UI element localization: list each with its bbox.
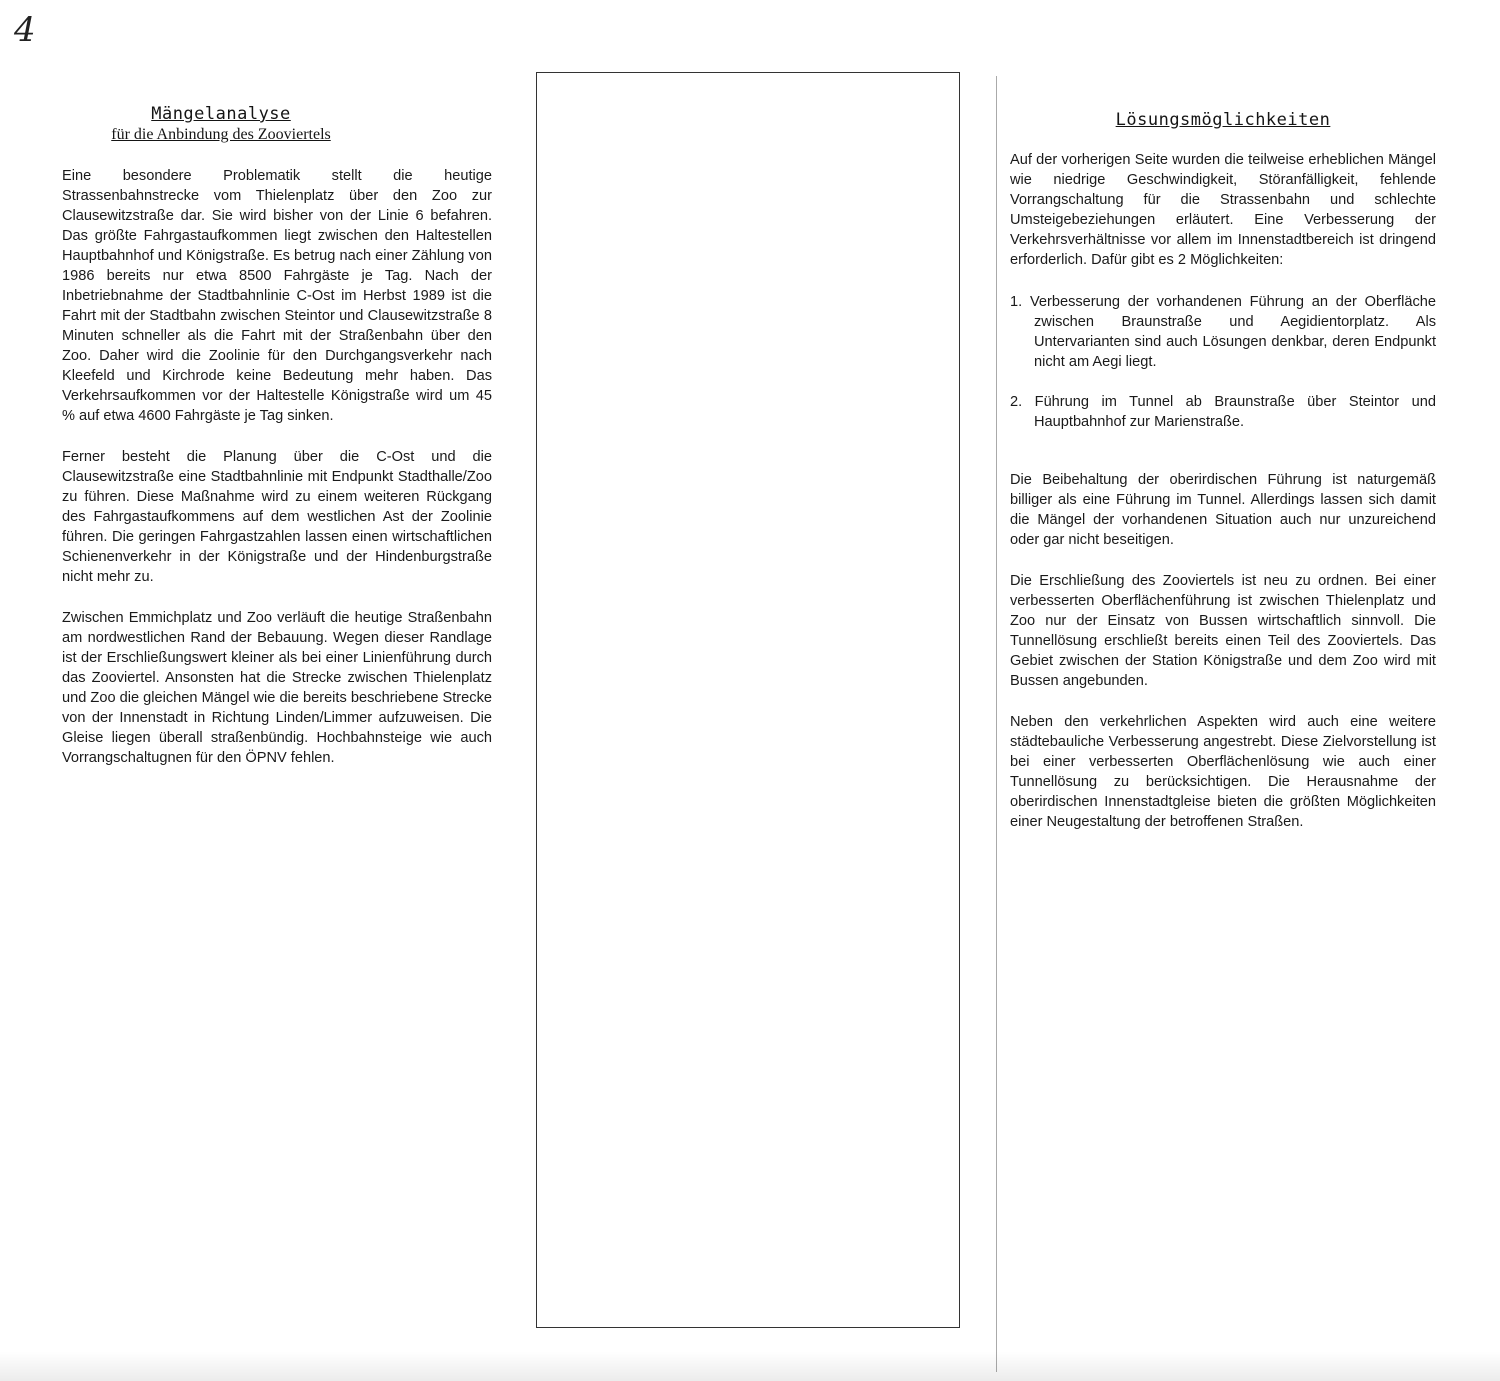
- scan-shadow: [0, 1351, 1500, 1381]
- right-heading-wrap: [1010, 110, 1436, 130]
- left-paragraph-1: Eine besondere Problematik stellt die heutige Strassenbahnstrecke vom Thielenplatz über den Zoo zur Clausewitzstraße dar. Sie wird bisher von der Linie 6 befahren. Das größte Fahrgastaufkommen liegt zwischen den Haltestellen Hauptbahnhof und Königstraße. Es betrug nach einer Zählung von 1986 bereits nur etwa 8500 Fahrgäste je Tag. Nach der Inbetriebnahme der Stadtbahnlinie C-Ost im Herbst 1989 ist die Fahrt mit der Stadtbahn zwischen Steintor und Clausewitzstraße 8 Minuten schneller als die Fahrt mit der Straßenbahn über den Zoo. Daher wird die Zoolinie für den Durchgangsverkehr nach Kleefeld und Kirchrode keine Bedeutung mehr haben. Das Verkehrsaufkommen vor der Haltestelle Königstraße wird um 45 % auf etwa 4600 Fahrgäste je Tag sinken.: [62, 168, 492, 424]
- solutions-column: [1010, 110, 1436, 832]
- options-list: [1010, 292, 1436, 432]
- option-item-1: 1. Verbesserung der vorhandenen Führung an der Oberfläche zwischen Braunstraße und Aegidientorplatz. Als Untervarianten sind auch Lösungen denkbar, deren Endpunkt nicht am Aegi liegt.: [1010, 294, 1436, 370]
- column-divider: [996, 76, 997, 1372]
- page-number: 4: [14, 10, 36, 50]
- deficiency-analysis-column: [62, 104, 492, 768]
- right-paragraph-1: Die Beibehaltung der oberirdischen Führung ist naturgemäß billiger als eine Führung im Tunnel. Allerdings lassen sich damit die Mängel der vorhandenen Situation auch nur unzureichend oder gar nicht beseitigen.: [1010, 472, 1436, 548]
- right-paragraph-2: Die Erschließung des Zooviertels ist neu zu ordnen. Bei einer verbesserten Oberflächenführung ist zwischen Thielenplatz und Zoo nur der Einsatz von Bussen wirtschaftlich sinnvoll. Die Tunnellösung erschließt bereits einen Teil des Zooviertels. Das Gebiet zwischen der Station Königstraße und dem Zoo wird mit Bussen angebunden.: [1010, 573, 1436, 689]
- right-heading: Lösungsmöglichkeiten: [1115, 110, 1331, 130]
- left-heading: Mängelanalyse: [151, 104, 291, 124]
- left-paragraph-3: Zwischen Emmichplatz und Zoo verläuft die heutige Straßenbahn am nordwestlichen Rand der Bebauung. Wegen dieser Randlage ist der Erschließungswert kleiner als bei einer Linienführung durch das Zooviertel. Ansonsten hat die Strecke zwischen Thielenplatz und Zoo die gleichen Mängel wie die bereits beschriebene Strecke von der Innenstadt in Richtung Linden/Limmer aufzuweisen. Die Gleise liegen überall straßenbündig. Hochbahnsteige wie auch Vorrangschaltugnen für den ÖPNV fehlen.: [62, 610, 492, 766]
- left-subheading: für die Anbindung des Zooviertels: [111, 126, 331, 143]
- left-paragraph-2: Ferner besteht die Planung über die C-Ost und die Clausewitzstraße eine Stadtbahnlinie mit Endpunkt Stadthalle/Zoo zu führen. Diese Maßnahme wird zu einem weiteren Rückgang des Fahrgastaufkommens auf dem westlichen Ast der Zoolinie führen. Die geringen Fahrgastzahlen lassen einen wirtschaftlichen Schienenverkehr in der Königstraße und der Hindenburgstraße nicht mehr zu.: [62, 449, 492, 585]
- right-paragraph-3: Neben den verkehrlichen Aspekten wird auch eine weitere städtebauliche Verbesserung angestrebt. Diese Zielvorstellung ist bei einer verbesserten Oberflächenlösung wie auch einer Tunnellösung zu berücksichtigen. Die Herausnahme der oberirdischen Innenstadtgleise bieten die größten Möglichkeiten einer Neugestaltung der betroffenen Straßen.: [1010, 714, 1436, 830]
- option-item-2: 2. Führung im Tunnel ab Braunstraße über Steintor und Hauptbahnhof zur Marienstraße.: [1010, 394, 1436, 430]
- right-intro: Auf der vorherigen Seite wurden die teilweise erheblichen Mängel wie niedrige Geschwindigkeit, Störanfälligkeit, fehlende Vorrangschaltung für die Strassenbahn und schlechte Umsteigebeziehungen erläutert. Eine Verbesserung der Verkehrsverhältnisse vor allem im Innenstadtbereich ist dringend erforderlich. Dafür gibt es 2 Möglichkeiten:: [1010, 152, 1436, 268]
- empty-figure-frame: [536, 72, 960, 1328]
- left-title-block: [6, 104, 436, 144]
